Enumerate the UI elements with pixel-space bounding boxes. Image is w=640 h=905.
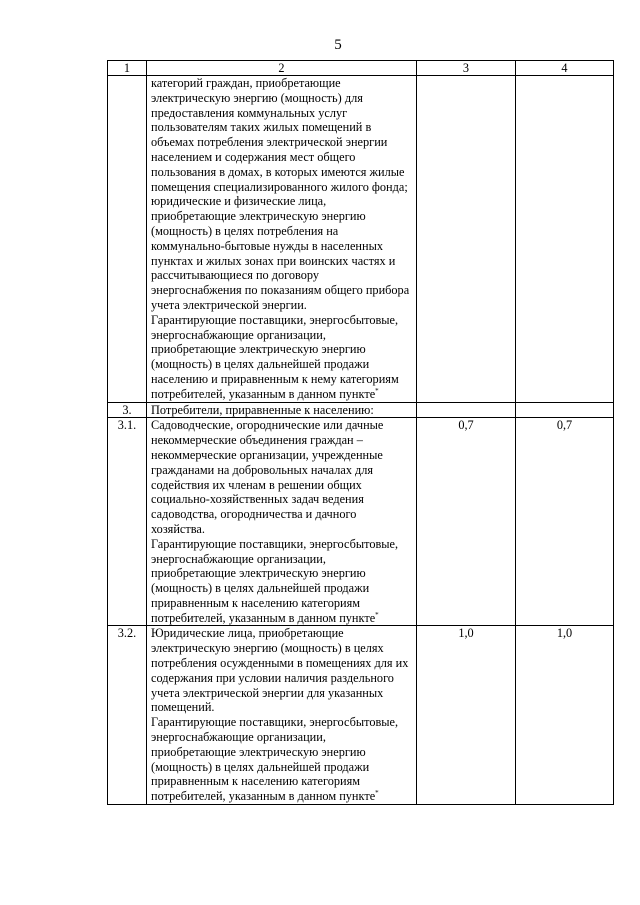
row-paragraph: Садоводческие, огороднические или дачные некоммерческие объединения граждан – некоммерческие организации, учрежденные гражданами на добровольных началах для содействия их членам в решении общих социально-хозяйственных задач ведения садоводства, огородничества и дачного хозяйства.: [151, 418, 384, 536]
header-cell-1: 1: [108, 61, 147, 76]
table-header-row: [108, 61, 614, 76]
footnote-mark: *: [375, 610, 379, 619]
row-description: [147, 418, 417, 626]
row-paragraph: категорий граждан, приобретающие электрическую энергию (мощность) для предоставления коммунальных услуг пользователям таких жилых помещений в объемах потребления электрической энергии населением и содержания мест общего пользования в домах, в которых имеются жилые помещения специализированного жилого фонда; юридические и физические лица, приобретающие электрическую энергию (мощность) в целях потребления на коммунально-бытовые нужды в населенных пунктах и жилых зонах при воинских частях и рассчитывающиеся по договору энергоснабжения по показаниям общего прибора учета электрической энергии.: [151, 76, 410, 312]
row-number: 3.1.: [108, 418, 147, 626]
header-cell-3: 3: [417, 61, 516, 76]
row-number: 3.2.: [108, 626, 147, 805]
row-value-col3: 0,7: [417, 418, 516, 626]
row-value-col4: 1,0: [516, 626, 614, 805]
row-value-col4: [516, 76, 614, 403]
header-cell-2: 2: [147, 61, 417, 76]
page-number: 5: [334, 37, 342, 53]
row-value-col3: 1,0: [417, 626, 516, 805]
table-row-continuation: [108, 76, 614, 403]
row-value-col4: [516, 402, 614, 418]
row-number: [108, 76, 147, 403]
footnote-mark: *: [375, 386, 379, 395]
row-description: [147, 76, 417, 403]
row-paragraph: Юридические лица, приобретающие электрическую энергию (мощность) в целях потребления осужденными в помещениях для их содержания при условии наличия раздельного учета электрической энергии для указанных помещений.: [151, 626, 409, 715]
table-row-3: [108, 402, 614, 418]
footnote-mark: *: [375, 789, 379, 798]
row-value-col3: [417, 76, 516, 403]
row-value-col4: 0,7: [516, 418, 614, 626]
row-paragraph: Гарантирующие поставщики, энергосбытовые, энергоснабжающие организации, приобретающие электрическую энергию (мощность) в целях дальнейшей продажи приравненным к населению категориям потребителей, указанным в данном пункте: [151, 715, 399, 804]
row-paragraph: Потребители, приравненные к населению:: [151, 402, 374, 417]
table-row-3-2: [108, 626, 614, 805]
row-paragraph: Гарантирующие поставщики, энергосбытовые, энергоснабжающие организации, приобретающие электрическую энергию (мощность) в целях дальнейшей продажи населению и приравненным к нему категориям потребителей, указанным в данном пункте: [151, 312, 399, 401]
row-paragraph: Гарантирующие поставщики, энергосбытовые, энергоснабжающие организации, приобретающие электрическую энергию (мощность) в целях дальнейшей продажи приравненным к населению категориям потребителей, указанным в данном пункте: [151, 536, 399, 625]
row-description: [147, 626, 417, 805]
row-number: 3.: [108, 402, 147, 418]
table-row-3-1: [108, 418, 614, 626]
tariff-table: [107, 60, 614, 805]
row-description: [147, 402, 417, 418]
header-cell-4: 4: [516, 61, 614, 76]
row-value-col3: [417, 402, 516, 418]
